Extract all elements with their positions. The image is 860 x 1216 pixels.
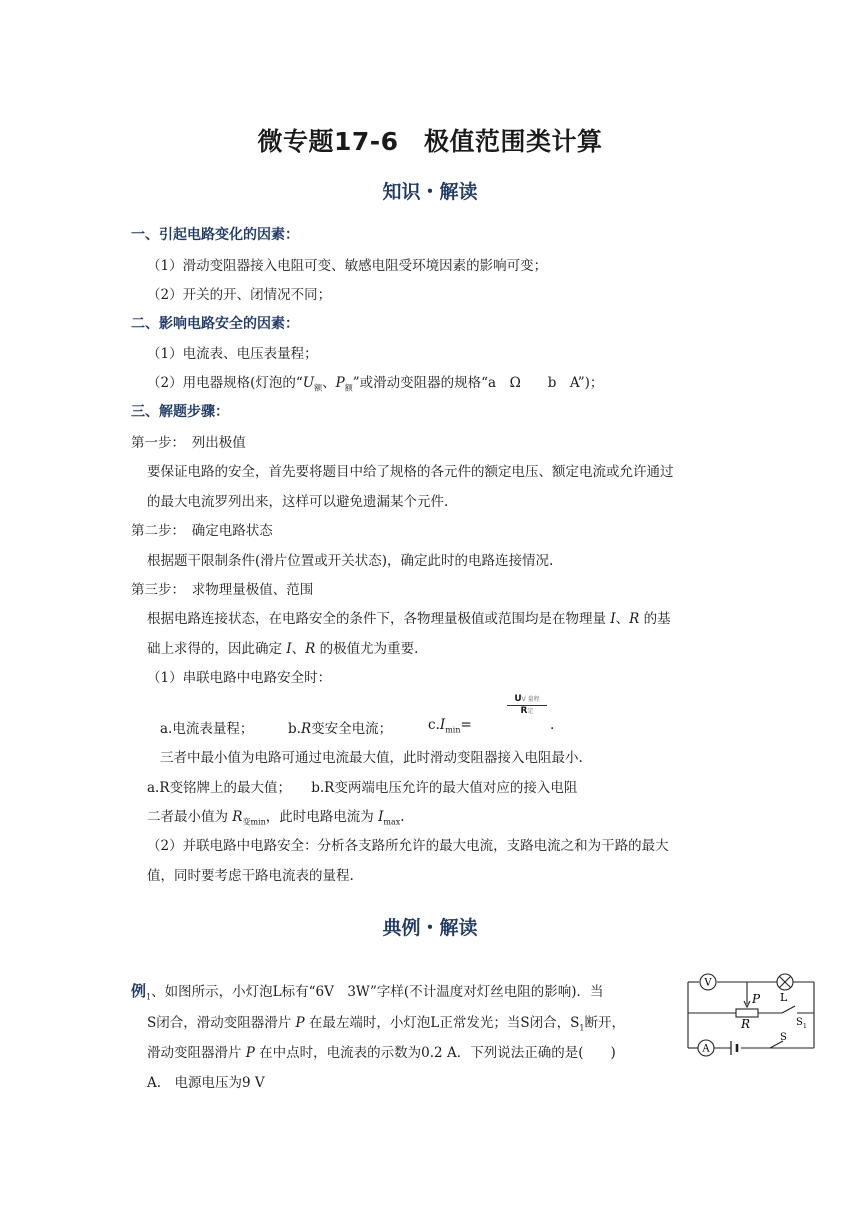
example-line: 例$_1$、如图所示，小灯泡L标有“6V 3W”字样(不计温度对灯丝电阻的影响)．当 (131, 982, 604, 1002)
parallel-circuit-text: 值，同时要考虑干路电流表的量程. (147, 868, 354, 884)
heading-circuit-change-factors: 一、引起电路变化的因素： (131, 227, 299, 243)
series-rheostat-limits: a.R变铭牌上的最大值； b.R变两端电压允许的最大值对应的接入电阻 (147, 780, 578, 796)
step-3-title: 第三步： 求物理量极值、范围 (131, 582, 314, 598)
voltmeter-label: V (704, 977, 712, 989)
page-title: 微专题17-6 极值范围类计算 (257, 127, 603, 156)
series-option-a: a.电流表量程； (160, 721, 254, 737)
heading-solution-steps: 三、解题步骤： (131, 404, 229, 420)
parallel-circuit-text: （2）并联电路中电路安全：分析各支路所允许的最大电流，支路电流之和为干路的最大 (147, 838, 669, 854)
series-option-c: $c.I_{min}=$ (428, 717, 472, 735)
resistor-label: R (741, 1017, 751, 1031)
step-1-text: 的最大电流罗列出来，这样可以避免遗漏某个元件. (147, 494, 449, 510)
circuit-diagram (684, 968, 818, 1058)
step-1-title: 第一步： 列出极值 (131, 435, 246, 451)
list-item: （1）滑动变阻器接入电阻可变、敏感电阻受环境因素的影响可变； (147, 258, 548, 274)
example-line: S闭合，滑动变阻器滑片 P 在最左端时，小灯泡L正常发光；当S闭合，$S_1$断开， (147, 1015, 625, 1033)
example-label: 例 (131, 982, 147, 1000)
step-1-text: 要保证电路的安全，首先要将题目中给了规格的各元件的额定电压、额定电流或允许通过 (147, 464, 674, 480)
series-min-value: 二者最小值为 $R_{变min}$，此时电路电流为 $I_{max}$. (147, 809, 405, 827)
example-option-a: A. 电源电压为9 V (147, 1075, 265, 1091)
step-3-text: 根据电路连接状态，在电路安全的条件下，各物理量极值或范围均是在物理量 I、R 的基 (147, 611, 671, 627)
series-circuit-heading: （1）串联电路中电路安全时： (147, 670, 332, 686)
step-2-title: 第二步： 确定电路状态 (131, 523, 273, 539)
switch-label: S (780, 1032, 787, 1043)
switch1-subscript: 1 (803, 1023, 807, 1030)
slider-label: P (752, 992, 761, 1006)
ammeter-label: A (702, 1043, 710, 1055)
section-heading-example: 典例・解读 (382, 917, 478, 939)
step-3-text: 础上求得的，因此确定 I、R 的极值尤为重要. (147, 641, 419, 657)
heading-safety-factors: 二、影响电路安全的因素： (131, 316, 299, 332)
fraction-period: . (550, 717, 555, 733)
current-fraction: UV 量程 R定 (507, 694, 547, 716)
series-option-b: b.R变安全电流； (288, 721, 393, 737)
list-item: （1）电流表、电压表量程； (147, 346, 318, 362)
lamp-label: L (780, 991, 788, 1004)
switch1-label: S (796, 1017, 803, 1028)
section-heading-knowledge: 知识・解读 (382, 181, 478, 203)
list-item: （2）开关的开、闭情况不同； (147, 287, 332, 303)
series-note: 三者中最小值为电路可通过电流最大值，此时滑动变阻器接入电阻最小. (160, 750, 583, 766)
step-2-text: 根据题干限制条件(滑片位置或开关状态)，确定此时的电路连接情况. (147, 553, 554, 569)
list-item: （2）用电器规格(灯泡的“$U_额$、$P_额$”或滑动变阻器的规格“a Ω b A”)； (147, 375, 604, 393)
example-line: 滑动变阻器滑片 P 在中点时，电流表的示数为0.2 A．下列说法正确的是( ) (147, 1045, 616, 1061)
